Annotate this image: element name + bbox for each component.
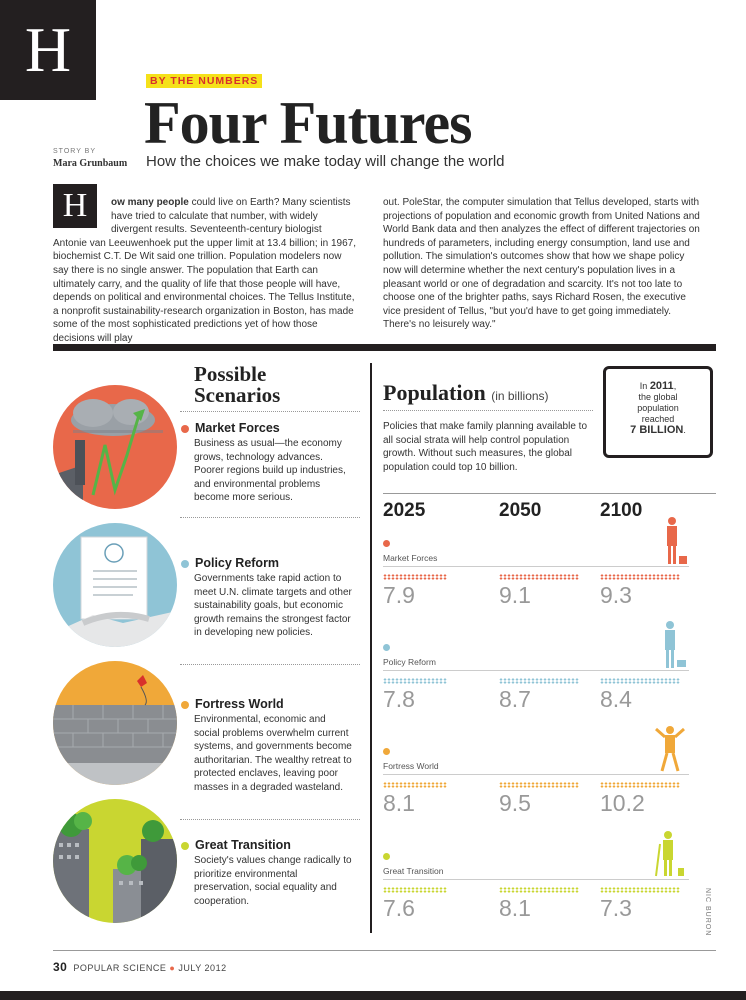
factory-cloud-icon	[53, 385, 177, 509]
population-value: 8.1	[383, 790, 415, 816]
row-label: Market Forces	[383, 553, 438, 563]
article-column-1	[53, 196, 358, 346]
value-dot-strip	[499, 782, 579, 788]
value-dot-strip	[383, 574, 447, 580]
scenario-desc: Business as usual—the economy grows, technology advances. Poorer regions build up industries, and environmental problems become more serious.	[194, 438, 346, 504]
document-handshake-icon	[53, 523, 177, 647]
page-title: Four Futures	[144, 90, 472, 156]
bottom-bar	[0, 991, 746, 1000]
person-icon	[660, 620, 690, 670]
callout-year: 2011	[649, 380, 674, 392]
row-dot-icon	[383, 853, 390, 860]
story-by-label: STORY BY	[53, 148, 97, 155]
scenario-great-transition	[181, 838, 354, 908]
lime-dot-icon	[181, 842, 189, 850]
population-heading	[383, 380, 549, 406]
year-header: 2100	[600, 500, 643, 521]
footer-bullet-icon: ●	[169, 963, 176, 973]
scenario-policy-reform	[181, 556, 354, 640]
value-dot-strip	[600, 678, 680, 684]
scenario-name-text: Policy Reform	[195, 556, 280, 570]
value-dot-strip	[600, 574, 680, 580]
scenario-rule	[180, 819, 360, 820]
value-dot-strip	[499, 887, 579, 893]
population-value: 7.6	[383, 895, 415, 921]
column-divider	[370, 363, 372, 933]
row-rule	[383, 670, 689, 671]
scenario-desc: Governments take rapid action to meet U.N. climate targets and other sustainability goals, but economic growth remains the strongest factor in developing new policies.	[194, 573, 352, 639]
population-value: 8.4	[600, 686, 632, 712]
value-dot-strip	[383, 782, 447, 788]
callout-value-suffix: .	[683, 425, 686, 435]
population-value: 7.8	[383, 686, 415, 712]
col1-line1: could live on Earth? Many scientists	[188, 197, 351, 208]
scenarios-heading-line1: Possible	[194, 362, 267, 386]
population-rule	[383, 410, 593, 411]
scenario-name	[181, 421, 354, 435]
population-callout	[603, 366, 713, 458]
person-icon	[654, 725, 690, 775]
scenario-name	[181, 697, 354, 711]
scenario-rule	[180, 517, 360, 518]
row-label: Great Transition	[383, 866, 444, 876]
section-divider	[53, 344, 716, 351]
callout-value: 7 BILLION	[630, 424, 684, 436]
issue-date: JULY 2012	[178, 963, 227, 973]
callout-suffix: ,	[673, 381, 677, 391]
scenarios-heading-line2: Scenarios	[194, 383, 281, 407]
population-value: 7.9	[383, 582, 415, 608]
year-header: 2025	[383, 500, 426, 521]
magazine-logo: H	[0, 0, 96, 100]
fortress-world-illustration	[53, 661, 177, 785]
population-value: 10.2	[600, 790, 645, 816]
value-dot-strip	[383, 678, 447, 684]
value-dot-strip	[499, 574, 579, 580]
table-top-rule	[383, 493, 716, 494]
scenario-desc: Environmental, economic and social problems overwhelm current systems, and governments become authoritarian. The wealthy retreat to protected enclaves, leaving poor masses in a degraded wasteland.	[194, 714, 352, 793]
magazine-name: POPULAR SCIENCE	[73, 963, 167, 973]
row-dot-icon	[383, 540, 390, 547]
amber-dot-icon	[181, 701, 189, 709]
year-header: 2050	[499, 500, 542, 521]
footer-rule	[53, 950, 716, 951]
value-dot-strip	[383, 887, 447, 893]
row-dot-icon	[383, 748, 390, 755]
callout-year-line	[606, 381, 710, 392]
green-buildings-icon	[53, 799, 177, 923]
person-icon	[662, 516, 692, 566]
col1-body: Antonie van Leeuwenhoek put the upper limit at 13.4 billion; in 1967, biochemist C.T. De Wit said one trillion. Population modelers now say there is no single answer. The population that Earth can ultimately carry, and the quality of life that those people will have, depends on political and environmental choices. The Tellus Institute, a nonprofit sustainability-research organization in Boston, has made some of the most sophisticated predictions yet of how those decisions will play	[53, 237, 356, 344]
author-name: Mara Grunbaum	[53, 158, 128, 169]
scenario-name-text: Great Transition	[195, 838, 291, 852]
person-icon	[652, 830, 688, 880]
page-subtitle: How the choices we make today will change the world	[146, 153, 505, 170]
population-unit: (in billions)	[491, 389, 549, 403]
scenarios-heading	[194, 364, 280, 406]
value-dot-strip	[600, 887, 680, 893]
population-value: 7.3	[600, 895, 632, 921]
row-dot-icon	[383, 644, 390, 651]
population-value: 8.7	[499, 686, 531, 712]
scenario-name-text: Fortress World	[195, 697, 284, 711]
row-label: Policy Reform	[383, 657, 436, 667]
section-kicker: BY THE NUMBERS	[146, 74, 262, 88]
scenarios-rule	[180, 411, 360, 412]
callout-prefix: In	[639, 381, 650, 391]
col1-first-line	[53, 196, 358, 210]
page-footer	[53, 960, 227, 974]
scenario-market-forces	[181, 421, 354, 505]
lead-in: ow many people	[111, 197, 189, 208]
great-transition-illustration	[53, 799, 177, 923]
value-dot-strip	[600, 782, 680, 788]
scenario-name	[181, 838, 354, 852]
orange-dot-icon	[181, 425, 189, 433]
policy-reform-illustration	[53, 523, 177, 647]
population-value: 8.1	[499, 895, 531, 921]
col1-line2: have tried to calculate that number, with widely	[111, 210, 318, 222]
row-rule	[383, 879, 689, 880]
population-value: 9.5	[499, 790, 531, 816]
row-rule	[383, 774, 689, 775]
population-value: 9.1	[499, 582, 531, 608]
article-column-2: out. PoleStar, the computer simulation that Tellus developed, starts with projections of population and economic growth from United Nations and World Bank data and then analyzes the effect of different trajectories on hundreds of parameters, including energy consumption, land use and pollution. The simulation's outcomes show that how we shape policy now will determine whether the next century's population lives in a pleasant world or one of degradation and scarcity. It's not too late to choose one of the brighter paths, says Richard Rosen, the executive vice president of Tellus, "but you'd have to get going immediately. There's no leisurely way."	[383, 197, 700, 331]
scenario-desc: Society's values change radically to prioritize environmental preservation, social equality and cooperation.	[194, 855, 352, 907]
photo-credit: NIC BURON	[704, 888, 711, 937]
page-number: 30	[53, 960, 68, 974]
row-label: Fortress World	[383, 761, 439, 771]
scenario-name	[181, 556, 354, 570]
population-title: Population	[383, 380, 486, 405]
population-desc: Policies that make family planning available to all social strata will help control population growth. Without such measures, the global population could top 10 billion.	[383, 421, 587, 473]
wall-kite-icon	[53, 661, 177, 785]
population-value: 9.3	[600, 582, 632, 608]
value-dot-strip	[499, 678, 579, 684]
row-rule	[383, 566, 689, 567]
col1-line3: divergent results. Seventeenth-century biologist	[111, 224, 322, 236]
drop-cap: H	[53, 184, 97, 228]
scenario-fortress-world	[181, 697, 354, 795]
scenario-name-text: Market Forces	[195, 421, 280, 435]
market-forces-illustration	[53, 385, 177, 509]
scenario-rule	[180, 664, 360, 665]
callout-text: the global population reached	[637, 392, 679, 424]
blue-dot-icon	[181, 560, 189, 568]
